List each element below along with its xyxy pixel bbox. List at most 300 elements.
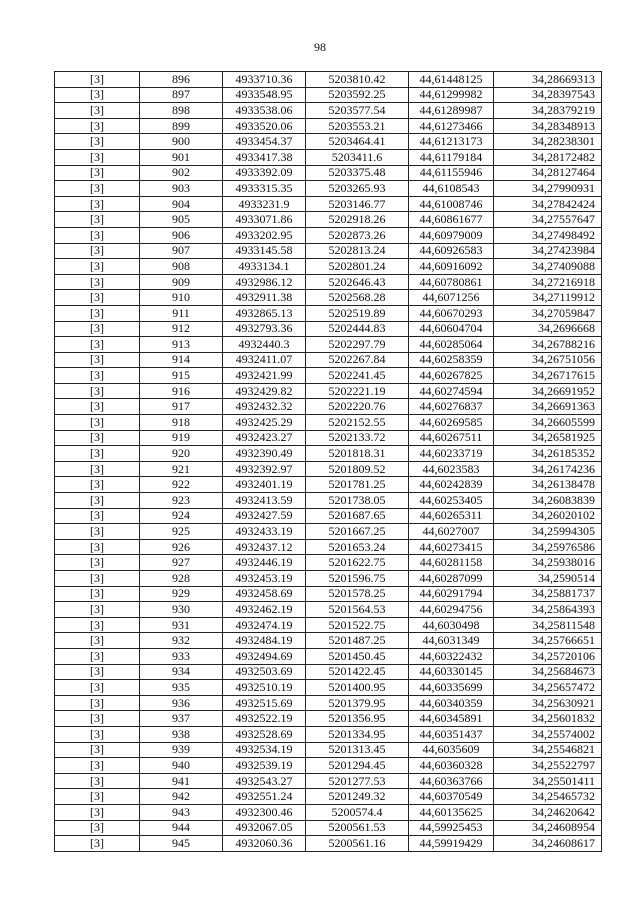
table-cell: 4932986.12 — [223, 274, 306, 290]
table-cell: 34,26751056 — [494, 352, 602, 368]
table-cell: [3] — [55, 711, 140, 727]
table-cell: 44,61179184 — [409, 149, 494, 165]
table-cell: 4933454.37 — [223, 134, 306, 150]
table-cell: [3] — [55, 742, 140, 758]
table-cell: 5202444.83 — [306, 321, 409, 337]
table-row — [55, 695, 602, 711]
table-row — [55, 742, 602, 758]
table-cell: 897 — [140, 87, 223, 103]
table-cell: 34,27498492 — [494, 227, 602, 243]
table-cell: 44,60258359 — [409, 352, 494, 368]
table-cell: 44,60276837 — [409, 399, 494, 415]
table-cell: [3] — [55, 274, 140, 290]
table-cell: 925 — [140, 524, 223, 540]
table-cell: [3] — [55, 461, 140, 477]
table-cell: 34,24620642 — [494, 804, 602, 820]
table-cell: 34,25684673 — [494, 664, 602, 680]
table-cell: 943 — [140, 804, 223, 820]
table-cell: 34,25657472 — [494, 680, 602, 696]
table-cell: 34,26174236 — [494, 461, 602, 477]
table-cell: 44,60861677 — [409, 212, 494, 228]
table-cell: 5201818.31 — [306, 446, 409, 462]
table-cell: 5201422.45 — [306, 664, 409, 680]
table-row — [55, 726, 602, 742]
table-cell: 930 — [140, 602, 223, 618]
table-cell: 44,60267511 — [409, 430, 494, 446]
table-row — [55, 524, 602, 540]
table-cell: 5203375.48 — [306, 165, 409, 181]
table-cell: 4932425.29 — [223, 415, 306, 431]
table-cell: 907 — [140, 243, 223, 259]
table-cell: 34,28172482 — [494, 149, 602, 165]
table-row — [55, 149, 602, 165]
table-row — [55, 493, 602, 509]
table-row — [55, 773, 602, 789]
table-cell: 5201687.65 — [306, 508, 409, 524]
table-cell: 5201379.95 — [306, 695, 409, 711]
table-cell: 4932534.19 — [223, 742, 306, 758]
table-cell: [3] — [55, 726, 140, 742]
table-row — [55, 461, 602, 477]
table-cell: [3] — [55, 758, 140, 774]
table-cell: 5201313.45 — [306, 742, 409, 758]
table-cell: [3] — [55, 305, 140, 321]
table-cell: [3] — [55, 227, 140, 243]
table-cell: 5202267.84 — [306, 352, 409, 368]
table-cell: 44,60253405 — [409, 493, 494, 509]
table-cell: 34,25720106 — [494, 648, 602, 664]
table-row — [55, 337, 602, 353]
table-cell: 34,25881737 — [494, 586, 602, 602]
table-row — [55, 633, 602, 649]
table-cell: 4932494.69 — [223, 648, 306, 664]
table-cell: 908 — [140, 259, 223, 275]
table-cell: 4932865.13 — [223, 305, 306, 321]
table-cell: 903 — [140, 181, 223, 197]
table-cell: 34,24608954 — [494, 820, 602, 836]
table-row — [55, 134, 602, 150]
table-cell: 4932528.69 — [223, 726, 306, 742]
table-cell: [3] — [55, 493, 140, 509]
table-cell: 921 — [140, 461, 223, 477]
table-cell: 5201667.25 — [306, 524, 409, 540]
table-cell: 4932462.19 — [223, 602, 306, 618]
table-row — [55, 227, 602, 243]
table-cell: 5202152.55 — [306, 415, 409, 431]
table-cell: [3] — [55, 477, 140, 493]
table-cell: 5202568.28 — [306, 290, 409, 306]
table-cell: [3] — [55, 836, 140, 852]
table-cell: 4932411.07 — [223, 352, 306, 368]
table-cell: 4932503.69 — [223, 664, 306, 680]
table-cell: 4932432.32 — [223, 399, 306, 415]
table-cell: 44,60285064 — [409, 337, 494, 353]
table-row — [55, 477, 602, 493]
table-row — [55, 617, 602, 633]
table-cell: 44,61273466 — [409, 118, 494, 134]
table-row — [55, 243, 602, 259]
table-row — [55, 539, 602, 555]
table-cell: 34,25630921 — [494, 695, 602, 711]
table-row — [55, 72, 602, 88]
table-cell: 44,60351437 — [409, 726, 494, 742]
table-cell: 34,28397543 — [494, 87, 602, 103]
table-cell: [3] — [55, 212, 140, 228]
table-cell: 34,28127464 — [494, 165, 602, 181]
table-cell: 44,60135625 — [409, 804, 494, 820]
table-cell: 34,25976586 — [494, 539, 602, 555]
table-cell: 938 — [140, 726, 223, 742]
table-cell: [3] — [55, 259, 140, 275]
table-cell: [3] — [55, 352, 140, 368]
table-cell: [3] — [55, 571, 140, 587]
table-cell: 34,27119912 — [494, 290, 602, 306]
table-cell: 4933134.1 — [223, 259, 306, 275]
table-cell: 44,60926583 — [409, 243, 494, 259]
table-row — [55, 446, 602, 462]
table-cell: [3] — [55, 804, 140, 820]
table-cell: 4932453.19 — [223, 571, 306, 587]
table-cell: [3] — [55, 118, 140, 134]
table-cell: [3] — [55, 87, 140, 103]
table-cell: 898 — [140, 103, 223, 119]
table-cell: 4932413.59 — [223, 493, 306, 509]
table-cell: 5203265.93 — [306, 181, 409, 197]
table-cell: 935 — [140, 680, 223, 696]
table-cell: 937 — [140, 711, 223, 727]
table-cell: 5202918.26 — [306, 212, 409, 228]
table-cell: 5201277.53 — [306, 773, 409, 789]
table-cell: 44,60294756 — [409, 602, 494, 618]
table-cell: 44,61299982 — [409, 87, 494, 103]
table-cell: 912 — [140, 321, 223, 337]
table-row — [55, 415, 602, 431]
table-cell: [3] — [55, 430, 140, 446]
table-cell: [3] — [55, 415, 140, 431]
table-cell: 926 — [140, 539, 223, 555]
table-cell: 34,25938016 — [494, 555, 602, 571]
table-cell: 34,25522797 — [494, 758, 602, 774]
table-cell: [3] — [55, 555, 140, 571]
table-cell: 4933315.35 — [223, 181, 306, 197]
table-row — [55, 196, 602, 212]
table-cell: 4932793.36 — [223, 321, 306, 337]
table-cell: 34,25546821 — [494, 742, 602, 758]
table-cell: 4933392.09 — [223, 165, 306, 181]
table-cell: 5201249.32 — [306, 789, 409, 805]
table-row — [55, 586, 602, 602]
table-cell: 5202646.43 — [306, 274, 409, 290]
table-cell: 44,60330145 — [409, 664, 494, 680]
table-cell: 906 — [140, 227, 223, 243]
table-row — [55, 555, 602, 571]
table-row — [55, 103, 602, 119]
table-cell: 5203810.42 — [306, 72, 409, 88]
table-cell: 905 — [140, 212, 223, 228]
table-cell: [3] — [55, 602, 140, 618]
table-cell: 936 — [140, 695, 223, 711]
table-cell: 901 — [140, 149, 223, 165]
table-cell: 918 — [140, 415, 223, 431]
table-cell: 4932401.19 — [223, 477, 306, 493]
table-row — [55, 430, 602, 446]
table-cell: 44,6035609 — [409, 742, 494, 758]
table-cell: 5203411.6 — [306, 149, 409, 165]
table-cell: 923 — [140, 493, 223, 509]
table-cell: 4932437.12 — [223, 539, 306, 555]
table-cell: 44,60345891 — [409, 711, 494, 727]
table-cell: 5201622.75 — [306, 555, 409, 571]
table-cell: 942 — [140, 789, 223, 805]
table-cell: 5202801.24 — [306, 259, 409, 275]
table-cell: 933 — [140, 648, 223, 664]
table-cell: 34,25864393 — [494, 602, 602, 618]
table-cell: 34,26691363 — [494, 399, 602, 415]
table-cell: 34,28669313 — [494, 72, 602, 88]
table-cell: 34,2696668 — [494, 321, 602, 337]
table-cell: 939 — [140, 742, 223, 758]
table-cell: 5201334.95 — [306, 726, 409, 742]
table-cell: 914 — [140, 352, 223, 368]
table-cell: 34,26788216 — [494, 337, 602, 353]
table-row — [55, 399, 602, 415]
table-cell: 4932423.27 — [223, 430, 306, 446]
table-cell: [3] — [55, 243, 140, 259]
table-cell: [3] — [55, 508, 140, 524]
table-cell: 34,26605599 — [494, 415, 602, 431]
table-cell: 34,25601832 — [494, 711, 602, 727]
table-cell: 34,28238301 — [494, 134, 602, 150]
table-cell: 5201596.75 — [306, 571, 409, 587]
table-cell: 44,61289987 — [409, 103, 494, 119]
table-cell: 916 — [140, 383, 223, 399]
table-cell: 5201400.95 — [306, 680, 409, 696]
table-cell: 34,27216918 — [494, 274, 602, 290]
table-cell: 5200574.4 — [306, 804, 409, 820]
table-cell: 34,25811548 — [494, 617, 602, 633]
table-cell: 34,27842424 — [494, 196, 602, 212]
table-row — [55, 305, 602, 321]
table-cell: 44,60322432 — [409, 648, 494, 664]
table-cell: 44,61008746 — [409, 196, 494, 212]
table-cell: 5202519.89 — [306, 305, 409, 321]
table-cell: 5203464.41 — [306, 134, 409, 150]
table-cell: 900 — [140, 134, 223, 150]
table-cell: 4933538.06 — [223, 103, 306, 119]
table-cell: 34,26717615 — [494, 368, 602, 384]
table-cell: 5202221.19 — [306, 383, 409, 399]
table-cell: [3] — [55, 399, 140, 415]
table-cell: 4932392.97 — [223, 461, 306, 477]
table-cell: 5203592.25 — [306, 87, 409, 103]
table-cell: 904 — [140, 196, 223, 212]
table-cell: 940 — [140, 758, 223, 774]
table-cell: 34,2590514 — [494, 571, 602, 587]
table-cell: 5201809.52 — [306, 461, 409, 477]
table-cell: 4932510.19 — [223, 680, 306, 696]
table-cell: 4933548.95 — [223, 87, 306, 103]
table-cell: 44,60291794 — [409, 586, 494, 602]
table-cell: 929 — [140, 586, 223, 602]
table-cell: 932 — [140, 633, 223, 649]
table-cell: [3] — [55, 820, 140, 836]
table-row — [55, 321, 602, 337]
table-cell: [3] — [55, 134, 140, 150]
table-cell: 4932427.59 — [223, 508, 306, 524]
table-cell: 44,60916092 — [409, 259, 494, 275]
table-row — [55, 820, 602, 836]
table-cell: 4933520.06 — [223, 118, 306, 134]
table-cell: 4932515.69 — [223, 695, 306, 711]
table-cell: [3] — [55, 633, 140, 649]
table-cell: 5201653.24 — [306, 539, 409, 555]
table-cell: [3] — [55, 680, 140, 696]
table-cell: 922 — [140, 477, 223, 493]
table-cell: 34,25465732 — [494, 789, 602, 805]
table-cell: 5201356.95 — [306, 711, 409, 727]
table-cell: [3] — [55, 103, 140, 119]
table-cell: 934 — [140, 664, 223, 680]
table-cell: [3] — [55, 789, 140, 805]
table-row — [55, 290, 602, 306]
table-cell: [3] — [55, 290, 140, 306]
table-cell: 44,60360328 — [409, 758, 494, 774]
table-cell: 4932484.19 — [223, 633, 306, 649]
table-cell: [3] — [55, 149, 140, 165]
table-cell: 44,60287099 — [409, 571, 494, 587]
table-cell: 44,60233719 — [409, 446, 494, 462]
table-cell: 941 — [140, 773, 223, 789]
table-cell: [3] — [55, 695, 140, 711]
table-cell: [3] — [55, 383, 140, 399]
table-cell: 34,25994305 — [494, 524, 602, 540]
table-cell: [3] — [55, 446, 140, 462]
table-row — [55, 664, 602, 680]
table-cell: 34,25501411 — [494, 773, 602, 789]
table-cell: 44,60335699 — [409, 680, 494, 696]
table-cell: 44,6108543 — [409, 181, 494, 197]
table-row — [55, 648, 602, 664]
table-cell: 5201578.25 — [306, 586, 409, 602]
table-row — [55, 274, 602, 290]
table-cell: 34,27990931 — [494, 181, 602, 197]
table-cell: 44,60340359 — [409, 695, 494, 711]
table-cell: 34,28348913 — [494, 118, 602, 134]
table-cell: 919 — [140, 430, 223, 446]
table-cell: 44,60979009 — [409, 227, 494, 243]
table-cell: 44,60370549 — [409, 789, 494, 805]
table-cell: [3] — [55, 337, 140, 353]
table-cell: 4932522.19 — [223, 711, 306, 727]
table-cell: 44,60281158 — [409, 555, 494, 571]
table-cell: 5203577.54 — [306, 103, 409, 119]
table-cell: 44,6023583 — [409, 461, 494, 477]
table-cell: 931 — [140, 617, 223, 633]
table-row — [55, 181, 602, 197]
table-cell: 4932911.38 — [223, 290, 306, 306]
table-cell: 34,26185352 — [494, 446, 602, 462]
table-cell: [3] — [55, 773, 140, 789]
table-cell: 34,25766651 — [494, 633, 602, 649]
table-cell: [3] — [55, 586, 140, 602]
table-cell: 910 — [140, 290, 223, 306]
table-cell: 44,59925453 — [409, 820, 494, 836]
table-cell: [3] — [55, 321, 140, 337]
table-row — [55, 789, 602, 805]
table-cell: 44,60273415 — [409, 539, 494, 555]
table-cell: 44,60265311 — [409, 508, 494, 524]
table-cell: 44,60670293 — [409, 305, 494, 321]
table-cell: 34,27409088 — [494, 259, 602, 275]
table-row — [55, 118, 602, 134]
table-cell: 44,61448125 — [409, 72, 494, 88]
table-cell: 34,26020102 — [494, 508, 602, 524]
table-body — [55, 72, 602, 852]
table-row — [55, 508, 602, 524]
table-cell: 5201487.25 — [306, 633, 409, 649]
table-row — [55, 259, 602, 275]
table-cell: 44,6027007 — [409, 524, 494, 540]
table-row — [55, 87, 602, 103]
table-cell: 5202220.76 — [306, 399, 409, 415]
table-cell: [3] — [55, 165, 140, 181]
table-cell: [3] — [55, 368, 140, 384]
table-cell: 44,61155946 — [409, 165, 494, 181]
table-cell: 44,6031349 — [409, 633, 494, 649]
table-cell: 34,27557647 — [494, 212, 602, 228]
table-cell: 44,61213173 — [409, 134, 494, 150]
table-cell: 5202873.26 — [306, 227, 409, 243]
table-cell: [3] — [55, 524, 140, 540]
table-cell: 902 — [140, 165, 223, 181]
table-cell: 5203146.77 — [306, 196, 409, 212]
table-cell: 34,28379219 — [494, 103, 602, 119]
table-cell: 4932551.24 — [223, 789, 306, 805]
table-cell: 5201781.25 — [306, 477, 409, 493]
table-cell: 34,26083839 — [494, 493, 602, 509]
table-cell: [3] — [55, 617, 140, 633]
table-cell: 4932433.19 — [223, 524, 306, 540]
table-cell: 4933231.9 — [223, 196, 306, 212]
table-cell: 944 — [140, 820, 223, 836]
table-cell: 44,60267825 — [409, 368, 494, 384]
table-row — [55, 602, 602, 618]
table-cell: 5201450.45 — [306, 648, 409, 664]
page-number: 98 — [314, 40, 326, 54]
table-cell: 896 — [140, 72, 223, 88]
table-cell: 34,25574002 — [494, 726, 602, 742]
table-cell: 5202813.24 — [306, 243, 409, 259]
table-cell: 4932067.05 — [223, 820, 306, 836]
table-cell: 44,60780861 — [409, 274, 494, 290]
table-cell: 44,60363766 — [409, 773, 494, 789]
table-cell: 5200561.16 — [306, 836, 409, 852]
table-cell: 4933145.58 — [223, 243, 306, 259]
table-row — [55, 212, 602, 228]
table-row — [55, 368, 602, 384]
table-row — [55, 680, 602, 696]
table-row — [55, 836, 602, 852]
table-cell: [3] — [55, 196, 140, 212]
table-cell: 5201294.45 — [306, 758, 409, 774]
table-cell: 4932060.36 — [223, 836, 306, 852]
table-cell: [3] — [55, 664, 140, 680]
table-cell: 909 — [140, 274, 223, 290]
table-row — [55, 758, 602, 774]
table-cell: 5201522.75 — [306, 617, 409, 633]
table-cell: 4932440.3 — [223, 337, 306, 353]
table-row — [55, 165, 602, 181]
